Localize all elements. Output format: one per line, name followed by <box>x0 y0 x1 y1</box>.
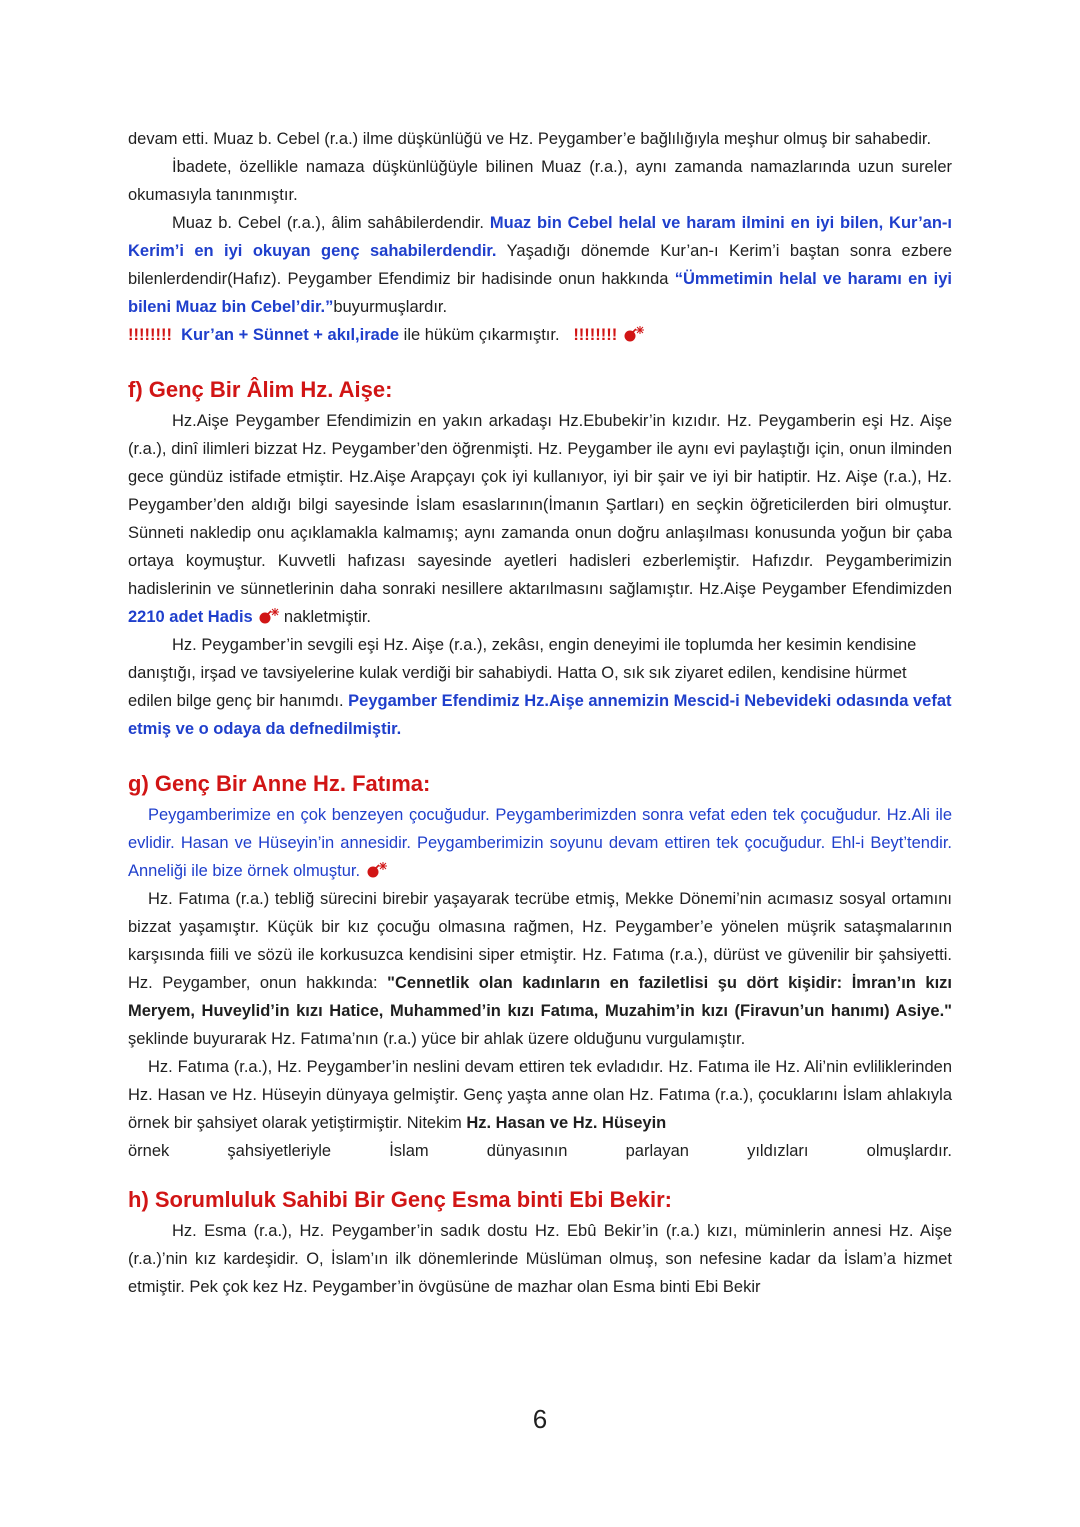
section-g-p3-names: Hz. Hasan ve Hz. Hüseyin <box>466 1114 667 1132</box>
section-g-p2-text: Hz. Fatıma (r.a.) tebliğ sürecini birebir yaşayarak tecrübe etmiş, Mekke Dönemi’nin acımasız sosyal ortamını bizzat yaşamıştır. Küçük bir kız çocuğu olmasına rağmen, Hz. Peygamber’e yönelen müşrik sataşmalarının karşısında fiili ve sözü ile korkusuzca kendisini siper etmiştir. Hz. Fatıma (r.a.), dürüst ve güvenilir bir şahsiyetti. Hz. Peygamber, onun hakkında: <box>128 890 952 992</box>
bomb-icon <box>257 608 279 624</box>
section-h-title: h) Sorumluluk Sahibi Bir Genç Esma binti Ebi Bekir: <box>128 1187 672 1212</box>
intro-p4-text: ile hüküm çıkarmıştır. <box>399 326 560 344</box>
exclamation-marks-left: !!!!!!!! <box>128 326 172 344</box>
word: parlayan <box>625 1142 689 1160</box>
bomb-icon <box>622 326 644 342</box>
word: İslam <box>389 1142 429 1160</box>
section-f-p2-text: Hz. Peygamber’in sevgili eşi Hz. Aişe (r.a.), zekâsı, engin deneyimi ile toplumda her kesimin kendisine danıştığı, irşad ve tavsiyelerine kulak verdiği bir sahabiydi. Hatta O, sık sık ziyaret edilen, kendisine hürmet edilen bilge genç bir hanımdı. <box>128 636 917 710</box>
section-f-title: f) Genç Bir Âlim Hz. Aişe: <box>128 377 393 402</box>
word: olmuşlardır. <box>866 1142 952 1160</box>
section-f-p2-highlight: Peygamber Efendimiz Hz.Aişe annemizin Mescid-i Nebevideki odasında vefat etmiş ve o odaya da defnedilmiştir. <box>128 692 952 738</box>
hadith-quote: "Cennetlik olan kadınların en faziletlisi şu dört kişidir: İmran’ın kızı Meryem, Huveylid’in kızı Hatice, Muhammed’in kızı Fatıma, Muzahim’in kızı (Firavun’un hanımı) Asiye." <box>128 974 952 1020</box>
hadis-count: 2210 adet Hadis <box>128 608 253 626</box>
word: şahsiyetleriyle <box>227 1142 332 1160</box>
intro-p3-end: buyurmuşlardır. <box>333 298 448 316</box>
intro-paragraph-2: İbadete, özellikle namaza düşkünlüğüyle bilinen Muaz (r.a.), aynı zamanda namazlarında uzun sureler okumasıyla tanınmıştır. <box>128 158 952 204</box>
intro-p3-quote: “Ümmetimin helal ve haramı en iyi bileni Muaz bin Cebel’dir.” <box>128 270 952 316</box>
section-f-paragraph-2 <box>128 631 952 743</box>
page-number: 6 <box>532 1404 548 1434</box>
section-f-paragraph-1 <box>128 407 952 631</box>
intro-p3-start: Muaz b. Cebel (r.a.), âlim sahâbilerdendir. <box>172 214 490 232</box>
exclamation-marks-right: !!!!!!!! <box>573 326 618 344</box>
intro-paragraph-4 <box>128 321 952 349</box>
section-g-paragraph-2 <box>128 885 952 1053</box>
section-f-p1-end: nakletmiştir. <box>279 608 372 626</box>
word: dünyasının <box>486 1142 568 1160</box>
section-g-title: g) Genç Bir Anne Hz. Fatıma: <box>128 771 431 796</box>
intro-p4-highlight: Kur’an + Sünnet + akıl,irade <box>181 326 400 344</box>
intro-p3-highlight: Muaz bin Cebel helal ve haram ilmini en iyi bilen, Kur’an-ı Kerim’i en iyi okuyan genç sahabilerdendir. <box>128 214 952 260</box>
word: yıldızları <box>747 1142 809 1160</box>
section-g-p3-text: Hz. Fatıma (r.a.), Hz. Peygamber’in neslini devam ettiren tek evladıdır. Hz. Fatıma ile Hz. Ali’nin evliliklerinden Hz. Hasan ve Hz. Hüseyin dünyaya gelmiştir. Genç yaşta anne olan Hz. Fatıma (r.a.), çocuklarını İslam ahlakıyla örnek bir şahsiyet olarak yetiştirmiştir. Nitekim <box>128 1058 952 1132</box>
document-page <box>128 125 952 1301</box>
bomb-icon <box>365 862 387 878</box>
section-h-paragraph-1: Hz. Esma (r.a.), Hz. Peygamber’in sadık dostu Hz. Ebû Bekir’in (r.a.) kızı, müminlerin annesi Hz. Aişe (r.a.)’nin kız kardeşidir. O, İslam’ın ilk dönemlerinde Müslüman olmuş, son nefesine kadar da İslam’a hizmet etmiştir. Pek çok kez Hz. Peygamber’in övgüsüne de mazhar olan Esma binti Ebi Bekir <box>128 1222 952 1296</box>
word: örnek <box>128 1142 170 1160</box>
section-g-paragraph-1 <box>128 801 952 885</box>
intro-p3-middle: Yaşadığı dönemde Kur’an-ı Kerim’i baştan sonra ezbere bilenlerdendir(Hafız). Peygamber Efendimiz bir hadisinde onun hakkında <box>128 242 953 288</box>
intro-paragraph-1: devam etti. Muaz b. Cebel (r.a.) ilme düşkünlüğü ve Hz. Peygamber’e bağlılığıyla meşhur olmuş bir sahabedir. <box>128 130 932 148</box>
section-g-paragraph-3 <box>128 1053 952 1137</box>
section-g-p2-end: şeklinde buyurarak Hz. Fatıma’nın (r.a.) yüce bir ahlak üzere olduğunu vurgulamıştır. <box>128 1030 746 1048</box>
section-g-p1-text: Peygamberimize en çok benzeyen çocuğudur. Peygamberimizden sonra vefat eden tek çocuğudur. Hz.Ali ile evlidir. Hasan ve Hüseyin’in annesidir. Peygamberimizin soyunu devam ettiren tek çocuğudur. Ehl-i Beyt’tendir. Anneliği ile bize örnek olmuştur. <box>128 806 952 880</box>
section-f-p1-text: Hz.Aişe Peygamber Efendimizin en yakın arkadaşı Hz.Ebubekir’in kızıdır. Hz. Peygamberin eşi Hz. Aişe (r.a.), dinî ilimleri bizzat Hz. Peygamber’den öğrenmişti. Hz. Peygamber ile aynı evi paylaştığı için, onun ilminden gece gündüz istifade etmiştir. Hz.Aişe Arapçayı çok iyi kullanıyor, iyi bir şair ve iyi bir hatiptir. Hz. Aişe (r.a.), Hz. Peygamber’den aldığı bilgi sayesinde İslam esaslarının(İmanın Şartları) en seçkin öğreticilerden biri olmuştur. Sünneti nakledip onu açıklamakla kalmamış; aynı zamanda onun doğru anlaşılması konusunda yoğun bir çaba ortaya koymuştur. Kuvvetli hafızası sayesinde ayetleri hadisleri ezberlemiştir. Hafızdır. Peygamberimizin hadislerinin ve sünnetlerinin daha sonraki nesillere aktarılmasını sağlamıştır. Hz.Aişe Peygamber Efendimizden <box>128 412 952 598</box>
section-g-last-line <box>128 1137 952 1165</box>
intro-paragraph-3 <box>128 209 952 321</box>
